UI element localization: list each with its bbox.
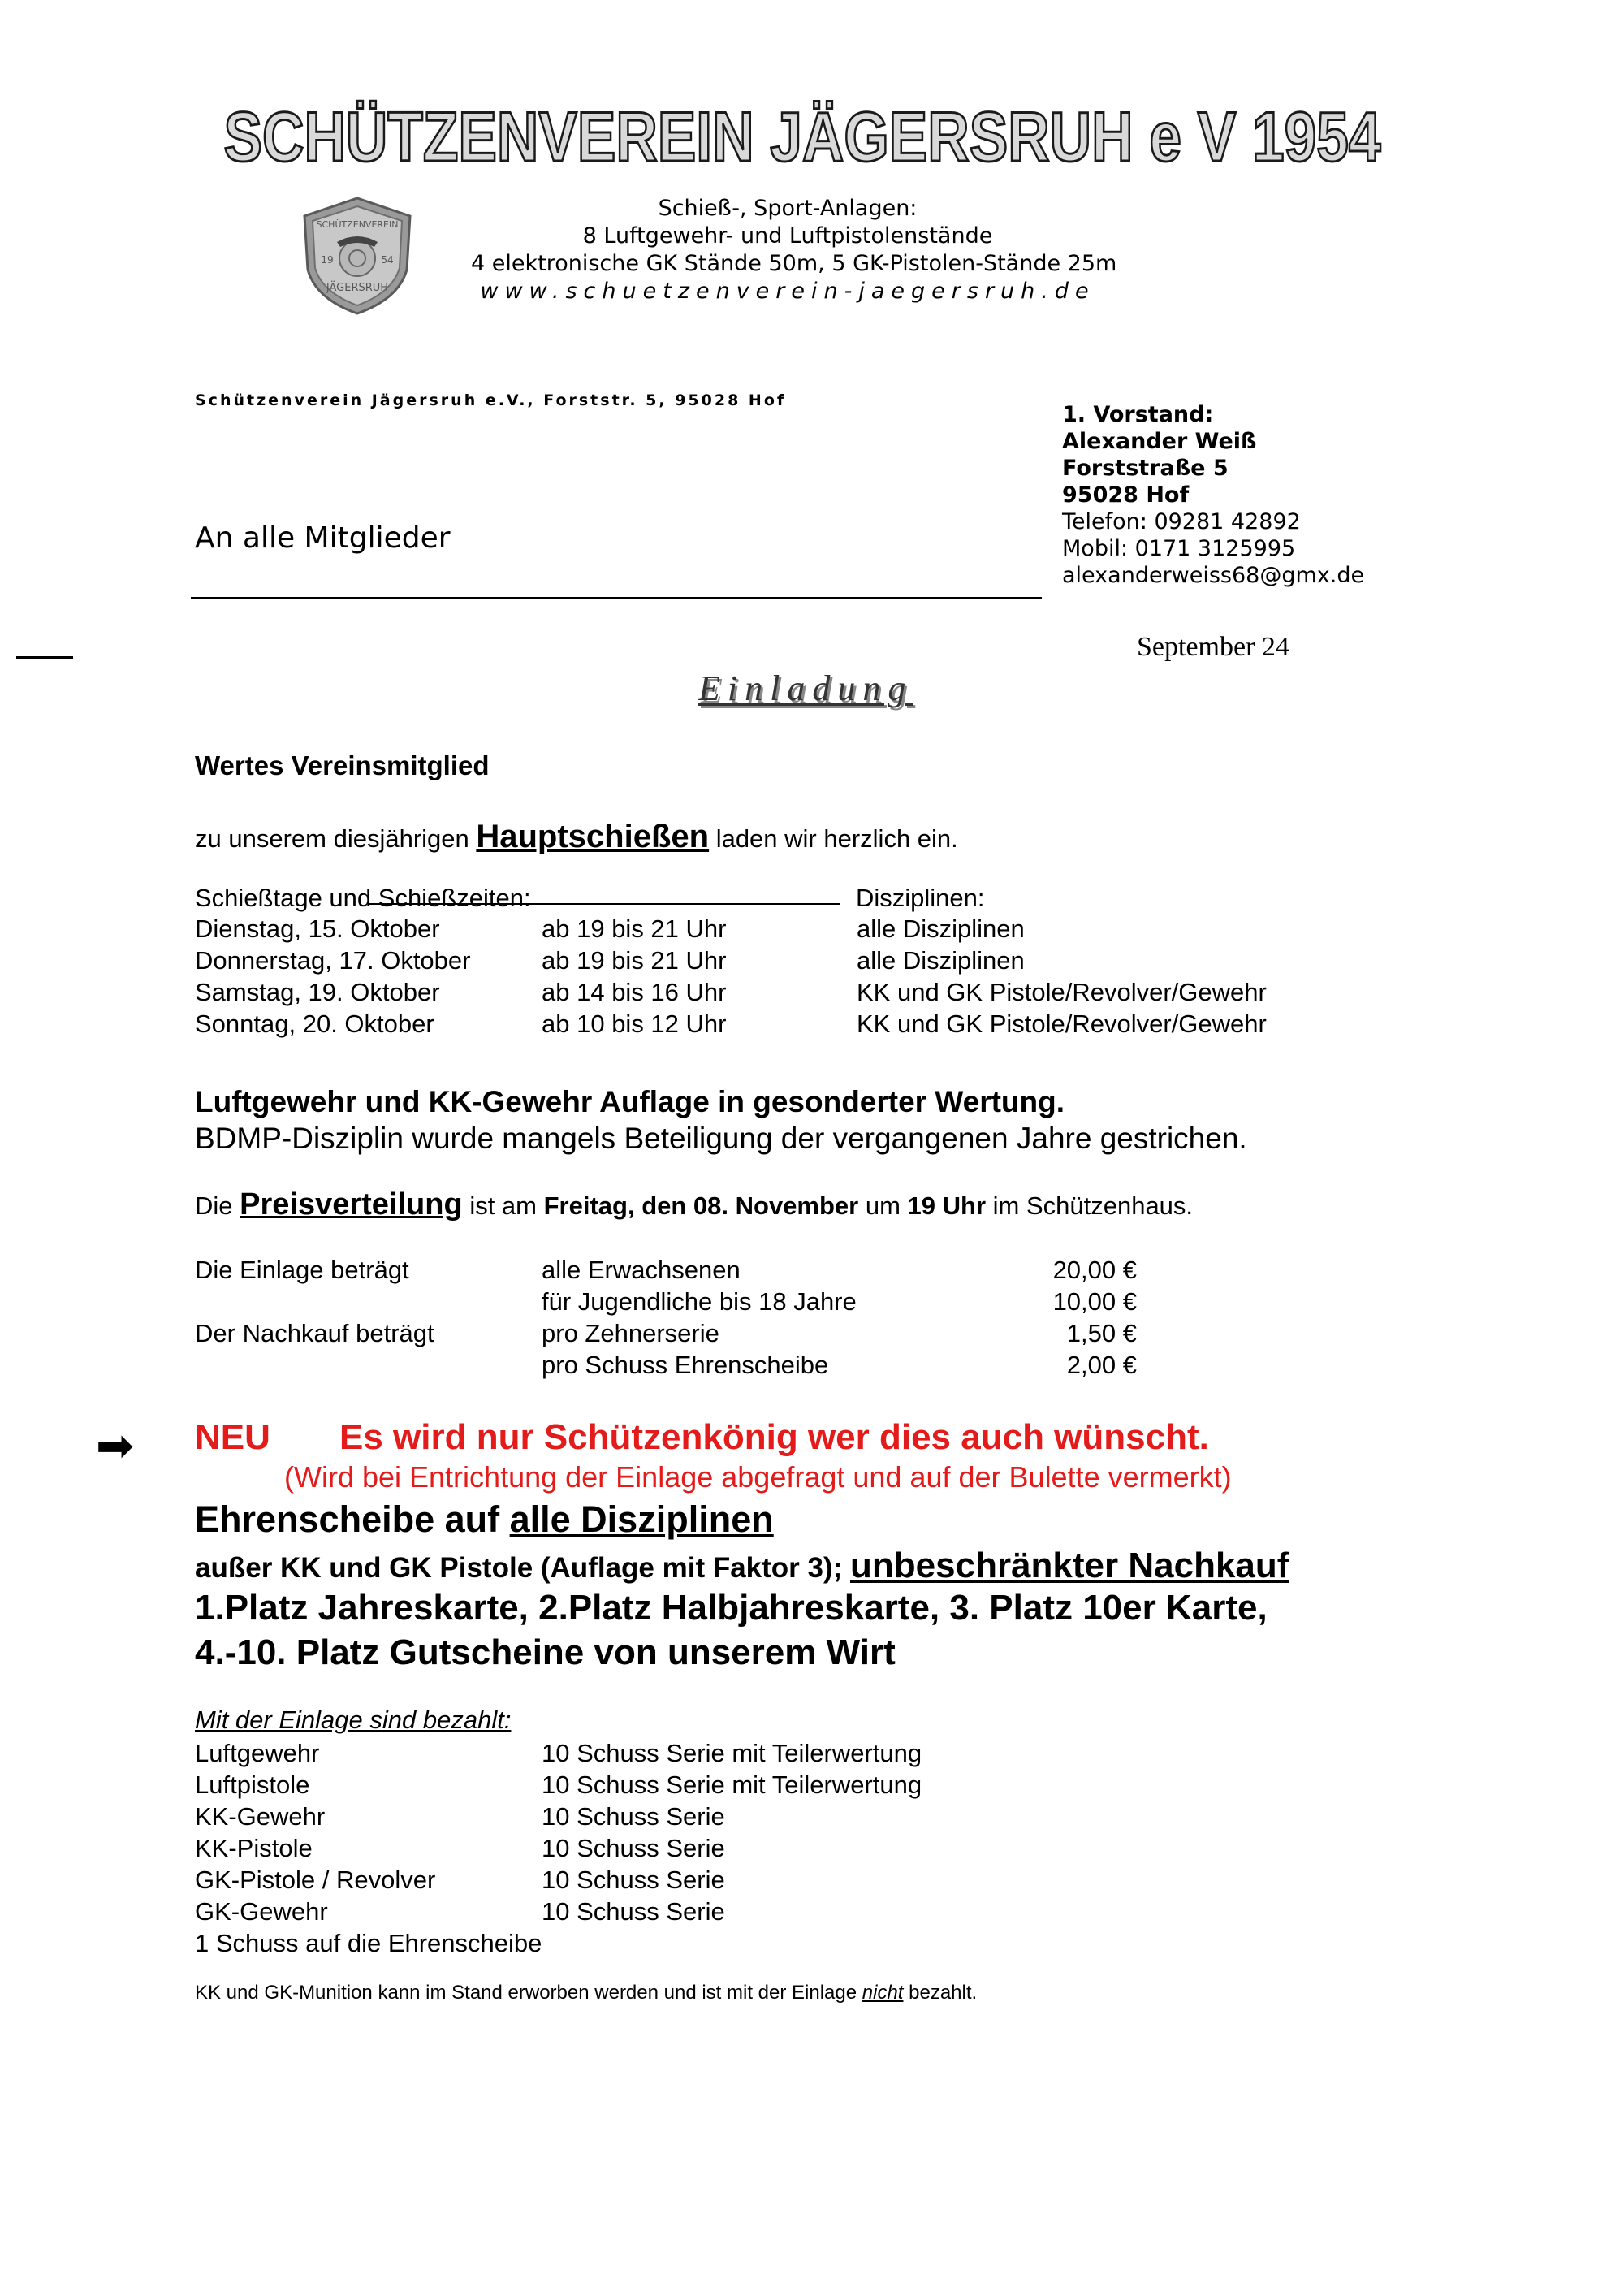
letter-heading: Einladung: [698, 668, 914, 708]
footnote-text: KK und GK-Munition kann im Stand erworben werden und ist mit der Einlage: [195, 1982, 862, 2004]
included-discipline: 1 Schuss auf die Ehrenscheibe: [195, 1929, 542, 1957]
fee-label: Der Nachkauf beträgt: [195, 1319, 434, 1347]
schedule-header-disciplines: Disziplinen:: [856, 884, 985, 912]
svg-text:SCHÜTZENVEREIN: SCHÜTZENVEREIN: [316, 219, 399, 230]
schedule-time: ab 10 bis 12 Uhr: [542, 1010, 727, 1038]
letter-date: September 24: [1137, 632, 1289, 662]
ehrenscheibe-highlight: alle Disziplinen: [509, 1498, 774, 1540]
intro-text: laden wir herzlich ein.: [709, 824, 958, 853]
preis-time: 19 Uhr: [907, 1191, 987, 1220]
right-arrow-icon: ➡: [96, 1420, 134, 1472]
included-discipline: GK-Pistole / Revolver: [195, 1866, 436, 1894]
website-link[interactable]: www.schuetzenverein-jaegersruh.de: [480, 279, 1095, 304]
included-header: Mit der Einlage sind bezahlt:: [195, 1706, 512, 1734]
schedule-time: ab 19 bis 21 Uhr: [542, 946, 727, 975]
preis-date: Freitag, den 08. November: [543, 1191, 859, 1220]
svg-text:54: 54: [381, 254, 394, 266]
intro-text: zu unserem diesjährigen: [195, 824, 477, 853]
fee-amount: 1,50 €: [1066, 1319, 1137, 1347]
neu-tag: NEU: [195, 1417, 270, 1457]
vorstand-street: Forststraße 5: [1062, 456, 1229, 481]
included-discipline: KK-Gewehr: [195, 1802, 326, 1831]
fee-amount: 20,00 €: [1052, 1256, 1137, 1284]
footnote-emphasis: nicht: [862, 1982, 904, 2004]
intro-highlight: Hauptschießen: [476, 819, 710, 854]
prize-line: 4.-10. Platz Gutscheine von unserem Wirt: [195, 1632, 896, 1672]
fee-item: alle Erwachsenen: [542, 1256, 741, 1284]
sender-return-address: Schützenverein Jägersruh e.V., Forststr. 5, 95028 Hof: [195, 391, 787, 409]
schedule-header-underline: [369, 903, 840, 905]
schedule-day: Dienstag, 15. Oktober: [195, 915, 440, 943]
included-discipline: KK-Pistole: [195, 1834, 313, 1862]
svg-text:19: 19: [321, 254, 334, 266]
preis-text: ist am: [462, 1191, 544, 1220]
ammunition-footnote: [195, 1982, 977, 2004]
vorstand-mobile: Mobil: 0171 3125995: [1062, 536, 1296, 561]
vorstand-name: Alexander Weiß: [1062, 429, 1257, 454]
schedule-day: Samstag, 19. Oktober: [195, 978, 440, 1006]
included-discipline: Luftgewehr: [195, 1739, 320, 1767]
ehrenscheibe-nachkauf: unbeschränkter Nachkauf: [850, 1546, 1289, 1585]
preis-text: Die: [195, 1191, 240, 1220]
fee-item: pro Schuss Ehrenscheibe: [542, 1351, 829, 1379]
fee-item: für Jugendliche bis 18 Jahre: [542, 1287, 857, 1316]
preis-text: im Schützenhaus.: [986, 1191, 1194, 1220]
vorstand-phone: Telefon: 09281 42892: [1062, 509, 1301, 534]
included-description: 10 Schuss Serie: [542, 1866, 725, 1894]
recipient: An alle Mitglieder: [195, 521, 451, 555]
ehrenscheibe-rule: [195, 1546, 1289, 1586]
included-description: 10 Schuss Serie: [542, 1834, 725, 1862]
fee-item: pro Zehnerserie: [542, 1319, 719, 1347]
club-emblem: [296, 195, 418, 317]
schedule-discipline: KK und GK Pistole/Revolver/Gewehr: [857, 978, 1267, 1006]
club-title: [218, 97, 1387, 179]
schedule-discipline: KK und GK Pistole/Revolver/Gewehr: [857, 1010, 1267, 1038]
schedule-day: Sonntag, 20. Oktober: [195, 1010, 434, 1038]
included-description: 10 Schuss Serie mit Teilerwertung: [542, 1739, 922, 1767]
schedule-day: Donnerstag, 17. Oktober: [195, 946, 471, 975]
svg-text:JÄGERSRUH: JÄGERSRUH: [326, 282, 389, 294]
vorstand-email[interactable]: alexanderweiss68@gmx.de: [1062, 563, 1365, 588]
preis-highlight: Preisverteilung: [240, 1187, 463, 1222]
included-discipline: Luftpistole: [195, 1771, 310, 1799]
preis-text: um: [858, 1191, 908, 1220]
included-description: 10 Schuss Serie: [542, 1802, 725, 1831]
greeting: Wertes Vereinsmitglied: [195, 750, 490, 780]
address-divider: [191, 597, 1042, 599]
fee-label: Die Einlage beträgt: [195, 1256, 409, 1284]
ehrenscheibe-text: außer KK und GK Pistole (Auflage mit Faktor 3);: [195, 1552, 851, 1584]
included-discipline: GK-Gewehr: [195, 1897, 328, 1926]
vorstand-contact-block: [1062, 401, 1364, 589]
schedule-time: ab 14 bis 16 Uhr: [542, 978, 727, 1006]
fee-amount: 2,00 €: [1066, 1351, 1137, 1379]
notice-bdmp: BDMP-Disziplin wurde mangels Beteiligung der vergangenen Jahre gestrichen.: [195, 1122, 1247, 1155]
svg-text:SCHÜTZENVEREIN JÄGERSRUH e V 1: SCHÜTZENVEREIN JÄGERSRUH e V 1954: [223, 98, 1381, 176]
fold-mark: [16, 656, 73, 659]
schedule-time: ab 19 bis 21 Uhr: [542, 915, 727, 943]
prize-line: 1.Platz Jahreskarte, 2.Platz Halbjahreskarte, 3. Platz 10er Karte,: [195, 1588, 1268, 1628]
schedule-discipline: alle Disziplinen: [857, 946, 1025, 975]
facilities-block: [471, 195, 1117, 305]
schedule-discipline: alle Disziplinen: [857, 915, 1025, 943]
award-ceremony-sentence: [195, 1187, 1193, 1222]
facilities-line: 4 elektronische GK Stände 50m, 5 GK-Pistolen-Stände 25m: [471, 251, 1117, 276]
ehrenscheibe-text: Ehrenscheibe auf: [195, 1498, 510, 1540]
vorstand-city: 95028 Hof: [1062, 482, 1190, 508]
facilities-line: Schieß-, Sport-Anlagen:: [658, 196, 918, 221]
ehrenscheibe-heading: [195, 1498, 774, 1541]
neu-message: Es wird nur Schützenkönig wer dies auch wünscht.: [339, 1417, 1209, 1457]
footnote-text: bezahlt.: [903, 1982, 978, 2004]
included-description: 10 Schuss Serie mit Teilerwertung: [542, 1771, 922, 1799]
facilities-line: 8 Luftgewehr- und Luftpistolenstände: [582, 223, 993, 249]
neu-subnote: (Wird bei Entrichtung der Einlage abgefragt und auf der Bulette vermerkt): [284, 1460, 1232, 1494]
notice-auflage: Luftgewehr und KK-Gewehr Auflage in gesonderter Wertung.: [195, 1085, 1065, 1118]
included-description: 10 Schuss Serie: [542, 1897, 725, 1926]
schedule-header-days: Schießtage und Schießzeiten:: [195, 884, 531, 912]
intro-sentence: [195, 819, 958, 855]
fee-amount: 10,00 €: [1052, 1287, 1137, 1316]
vorstand-title: 1. Vorstand:: [1062, 402, 1214, 427]
